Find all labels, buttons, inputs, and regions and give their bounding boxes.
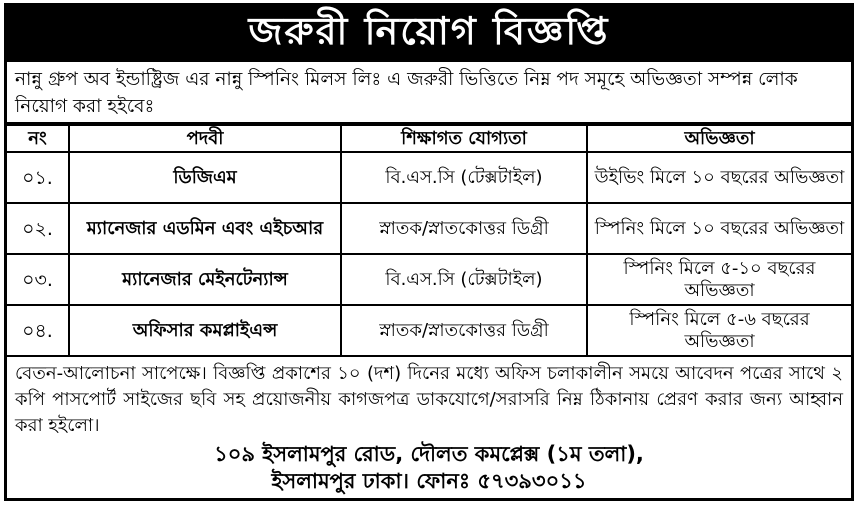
header-experience: অভিজ্ঞতা [587,125,851,152]
row-experience: স্পিনিং মিলে ৫-১০ বছরের অভিজ্ঞতা [587,254,851,305]
row-no: ০৪. [7,305,69,356]
row-experience: উইভিং মিলে ১০ বছরের অভিজ্ঞতা [587,152,851,203]
address-line-1: ১০৯ ইসলামপুর রোড, দৌলত কমপ্লেক্স (১ম তলা), [214,442,644,466]
header-education: শিক্ষাগত যোগ্যতা [341,125,587,152]
row-post: ম্যানেজার এডমিন এবং এইচআর [69,203,341,254]
table-row [7,305,851,356]
row-education: বি.এস.সি (টেক্সটাইল) [341,254,587,305]
row-post: ম্যানেজার মেইনটেন্যান্স [69,254,341,305]
table-row [7,203,851,254]
row-education: বি.এস.সি (টেক্সটাইল) [341,152,587,203]
row-experience: স্পিনিং মিলে ১০ বছরের অভিজ্ঞতা [587,203,851,254]
application-instructions: বেতন-আলোচনা সাপেক্ষে। বিজ্ঞপ্তি প্রকাশের ১০ (দশ) দিনের মধ্যে অফিস চলাকালীন সময়ে আবেদন পত্রের সাথে ২ কপি পাসপোর্ট সাইজের ছবি সহ প্রয়োজনীয় কাগজপত্র ডাকযোগে/সরাসরি নিম্ন ঠিকানায় প্রেরণ করার জন্য আহ্বান করা হইলো। [15,363,843,436]
positions-table [7,124,851,357]
header-no: নং [7,125,69,152]
row-post: ডিজিএম [69,152,341,203]
row-no: ০২. [7,203,69,254]
table-row [7,254,851,305]
intro-text: নান্নু গ্রুপ অব ইন্ডাষ্ট্রিজ এর নান্নু স্পিনিং মিলস লিঃ এ জরুরী ভিত্তিতে নিম্ন পদ সমূহে অভিজ্ঞতা সম্পন্ন লোক নিয়োগ করা হইবেঃ [7,62,851,124]
advertisement-title: জরুরী নিয়োগ বিজ্ঞপ্তি [7,6,851,62]
header-post: পদবী [69,125,341,152]
row-no: ০১. [7,152,69,203]
address-line-2: ইসলামপুর ঢাকা। ফোনঃ ৫৭৩৯৩০১১ [271,469,587,493]
row-education: স্নাতক/স্নাতকোত্তর ডিগ্রী [341,203,587,254]
row-education: স্নাতক/স্নাতকোত্তর ডিগ্রী [341,305,587,356]
table-row [7,152,851,203]
contact-address [7,439,851,495]
table-header-row [7,125,851,152]
job-advertisement [4,3,854,501]
row-experience: স্পিনিং মিলে ৫-৬ বছরের অভিজ্ঞতা [587,305,851,356]
row-post: অফিসার কমপ্লাইএন্স [69,305,341,356]
row-no: ০৩. [7,254,69,305]
